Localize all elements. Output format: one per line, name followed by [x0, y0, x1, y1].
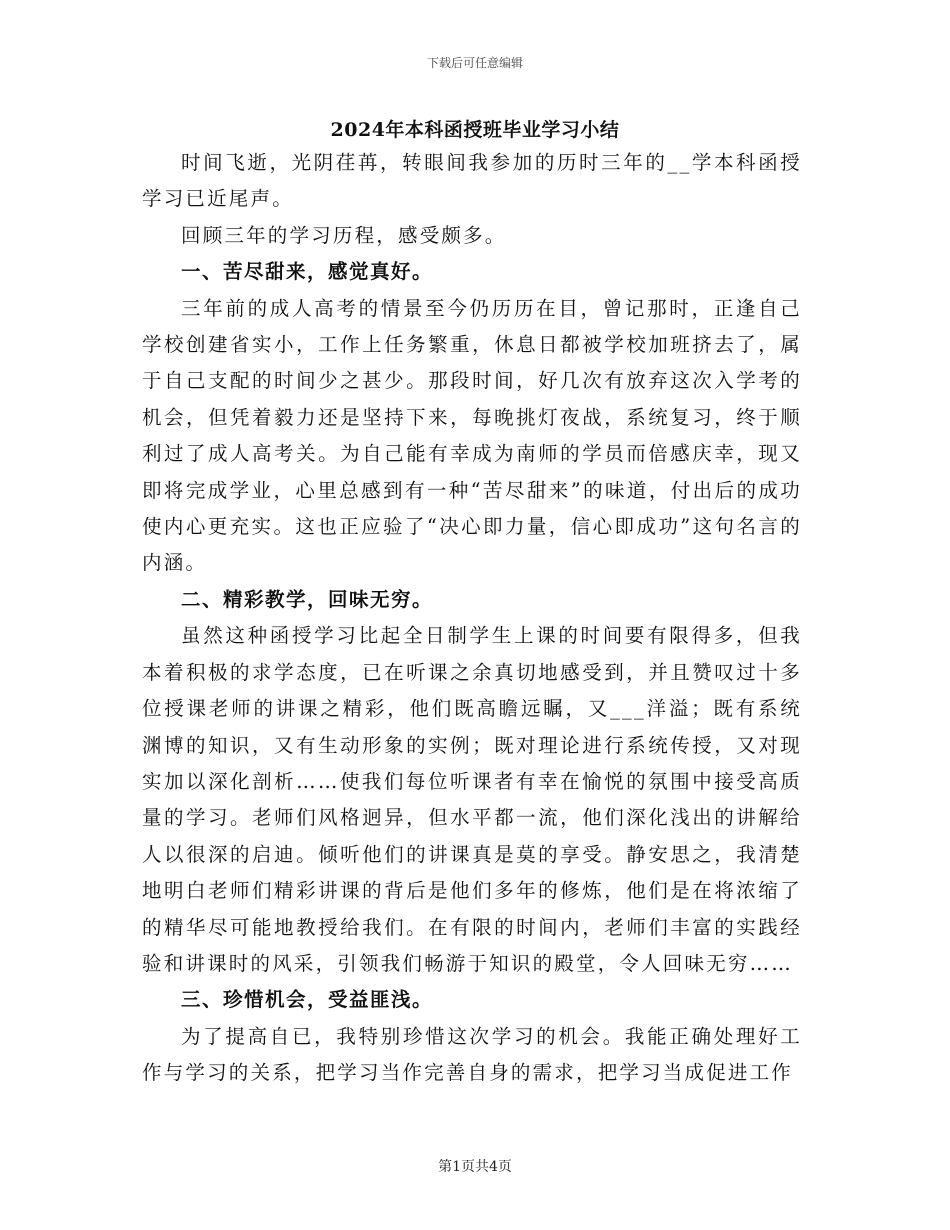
paragraph-intro: 时间飞逝，光阴荏苒，转眼间我参加的历时三年的__学本科函授学习已近尾声。 [142, 151, 802, 211]
document-title: 2024年本科函授班毕业学习小结 [330, 119, 620, 141]
section-heading-3: 三、珍惜机会，受益匪浅。 [181, 988, 434, 1012]
page-number: 第1页共4页 [438, 1159, 512, 1175]
document-body [142, 145, 802, 1092]
paragraph-section-1: 三年前的成人高考的情景至今仍历历在目，曾记那时，正逢自己学校创建省实小，工作上任务繁重，休息日都被学校加班挤去了，属于自己支配的时间少之甚少。那段时间，好几次有放弃这次入学考的机会，但凭着毅力还是坚持下来，每晚挑灯夜战，系统复习，终于顺利过了成人高考关。为自己能有幸成为南师的学员而倍感庆幸，现又即将完成学业，心里总感到有一种“苦尽甜来”的味道，付出后的成功使内心更充实。这也正应验了“决心即力量，信心即成功”这句名言的内涵。 [142, 296, 802, 575]
paragraph-review: 回顾三年的学习历程，感受颇多。 [181, 223, 507, 247]
section-heading-1: 一、苦尽甜来，感觉真好。 [181, 260, 434, 284]
section-heading-2: 二、精彩教学，回味无穷。 [181, 587, 434, 611]
paragraph-section-3: 为了提高自已，我特别珍惜这次学习的机会。我能正确处理好工作与学习的关系，把学习当作完善自身的需求，把学习当成促进工作 [142, 1024, 802, 1085]
page-header-note: 下载后可任意编辑 [426, 56, 523, 70]
paragraph-section-2: 虽然这种函授学习比起全日制学生上课的时间要有限得多，但我本着积极的求学态度，已在听课之余真切地感受到，并且赞叹过十多位授课老师的讲课之精彩，他们既高瞻远瞩，又___洋溢；既有系统渊博的知识，又有生动形象的实例；既对理论进行系统传授，又对现实加以深化剖析……使我们每位听课者有幸在愉悦的氛围中接受高质量的学习。老师们风格迥异，但水平都一流，他们深化浅出的讲解给人以很深的启迪。倾听他们的讲课真是莫的享受。静安思之，我清楚地明白老师们精彩讲课的背后是他们多年的修炼，他们是在将浓缩了的精华尽可能地教授给我们。在有限的时间内，老师们丰富的实践经验和讲课时的风采，引领我们畅游于知识的殿堂，令人回味无穷…… [142, 624, 802, 975]
